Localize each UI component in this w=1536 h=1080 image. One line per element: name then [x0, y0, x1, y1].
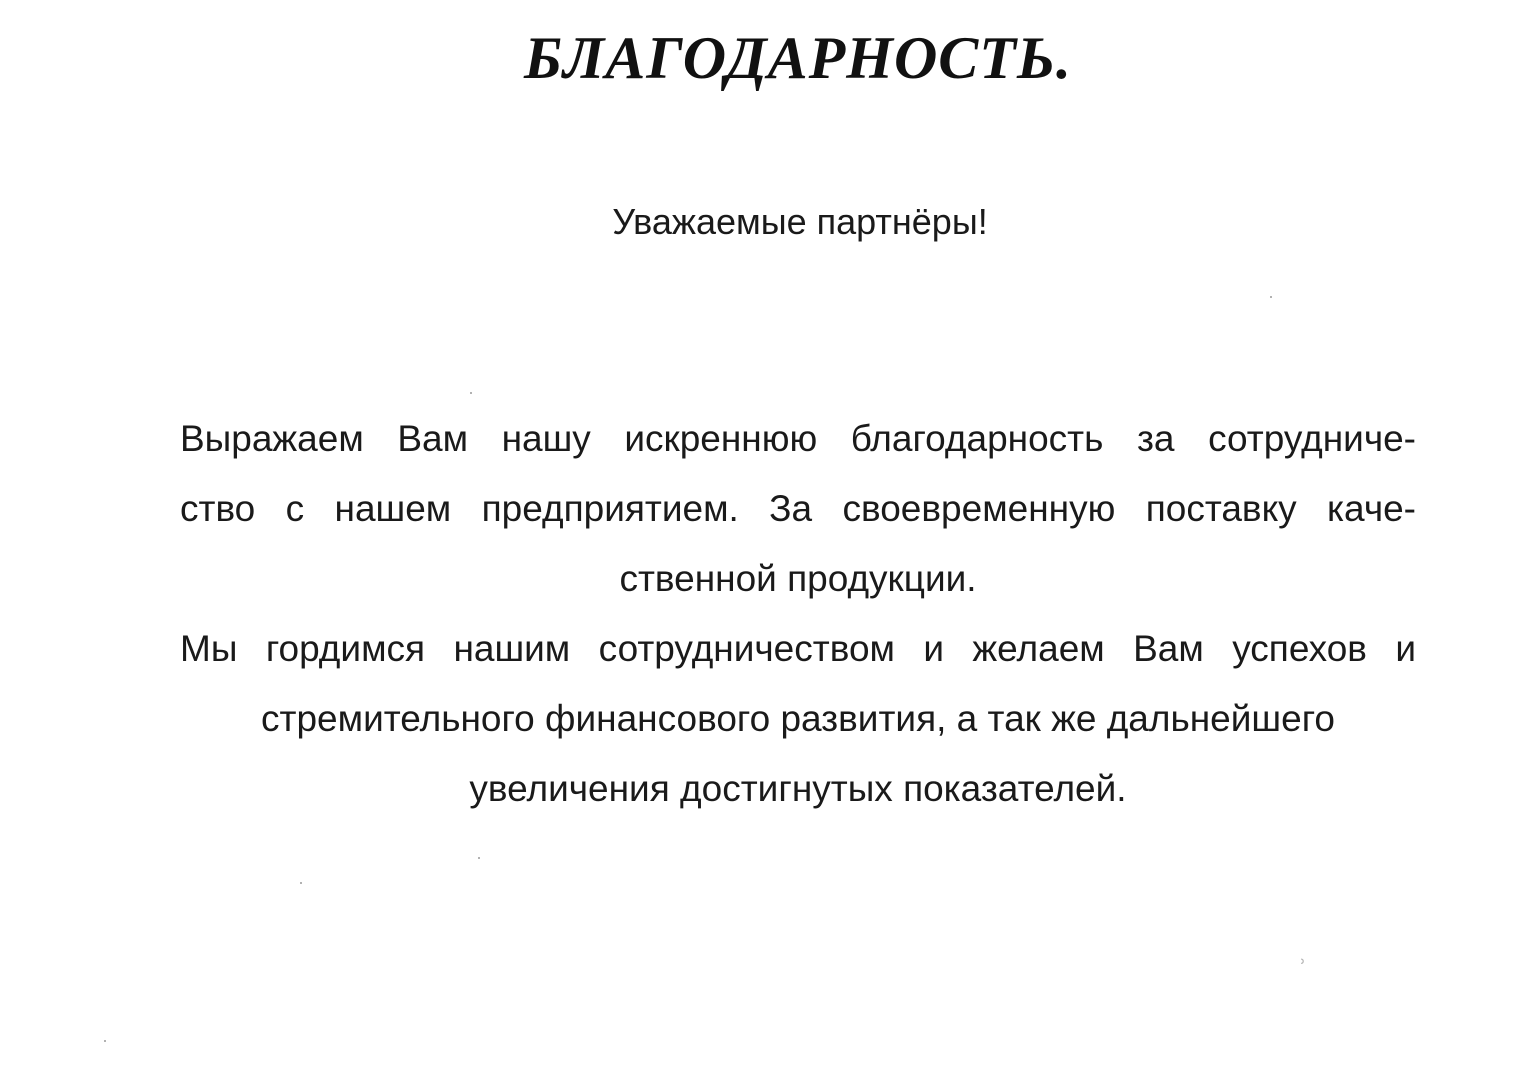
body-line: Выражаем Вам нашу искреннюю благодарность за сотрудниче- [180, 418, 1416, 459]
body-line: Мы гордимся нашим сотрудничеством и желаем Вам успехов и [180, 628, 1416, 669]
letter-title: БЛАГОДАРНОСТЬ. [524, 25, 1072, 91]
scan-speck [300, 882, 302, 884]
pencil-mark-icon: ʾ [1300, 955, 1307, 979]
body-line: стремительного финансового развития, а так же дальнейшего [261, 698, 1335, 739]
letter-body [180, 404, 1416, 824]
scan-speck [1270, 296, 1272, 298]
salutation: Уважаемые партнёры! [612, 201, 988, 242]
body-line: ство с нашем предприятием. За своевременную поставку каче- [180, 488, 1416, 529]
body-line: увеличения достигнутых показателей. [469, 768, 1127, 809]
scan-speck [470, 392, 472, 394]
body-line: ственной продукции. [619, 558, 977, 599]
scan-speck [104, 1040, 106, 1042]
scan-speck [478, 857, 480, 859]
